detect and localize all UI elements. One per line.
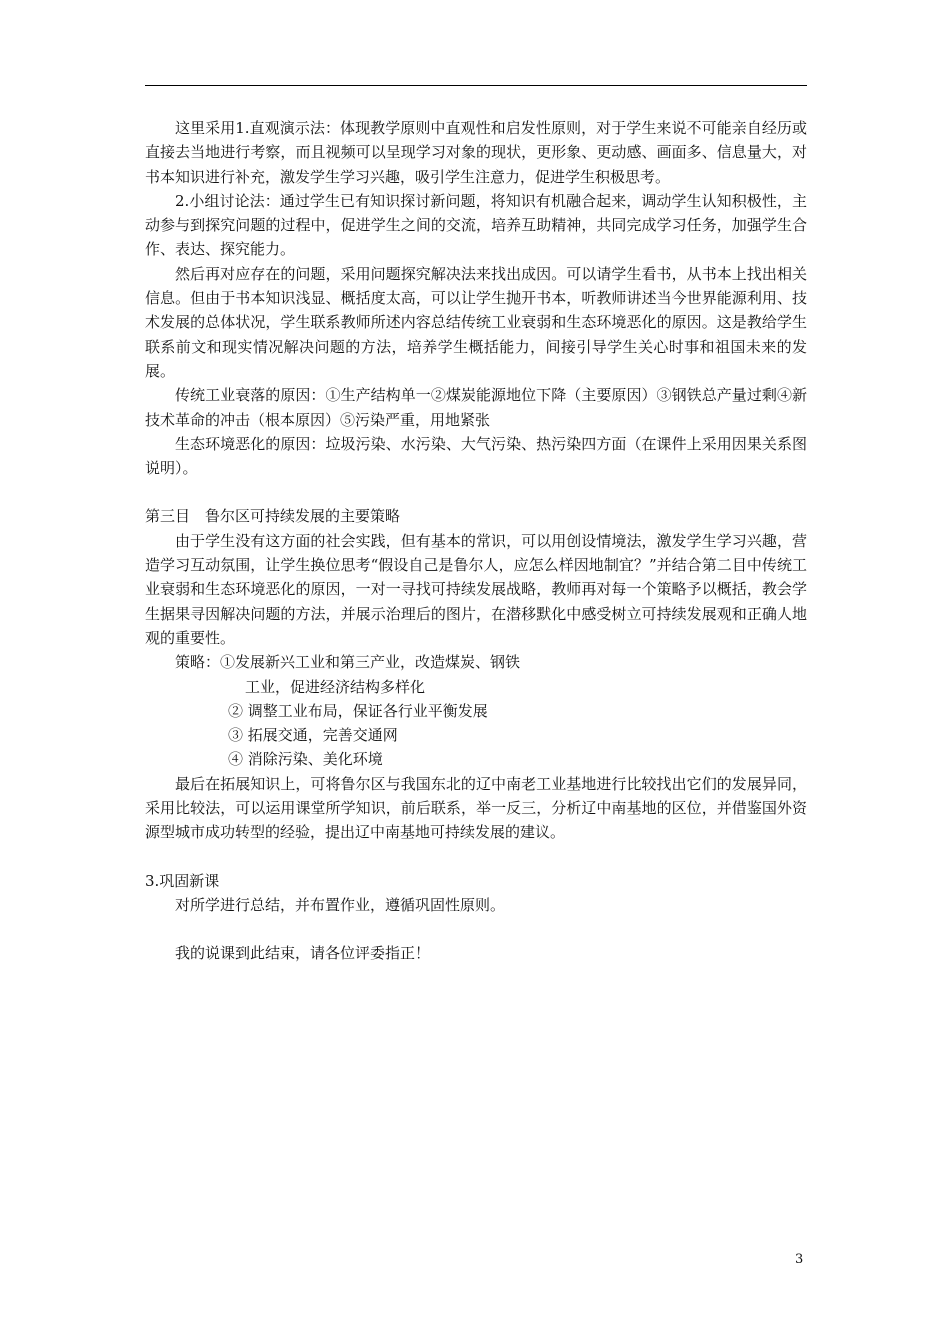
paragraph-demo-method: 这里采用1.直观演示法：体现教学原则中直观性和启发性原则，对于学生来说不可能亲自经历或直接去当地进行考察，而且视频可以呈现学习对象的现状，更形象、更动感、画面多、信息量大，对书本知识进行补充，激发学生学习兴趣，吸引学生注意力，促进学生积极思考。 — [145, 119, 807, 186]
document-body — [145, 116, 807, 966]
strategy-item-2: ② 调整工业布局，保证各行业平衡发展 — [228, 701, 488, 720]
section-title-consolidate: 3.巩固新课 — [145, 871, 220, 890]
spacer — [145, 480, 807, 504]
paragraph-ending: 我的说课到此结束，请各位评委指正！ — [175, 944, 431, 963]
strategy-item-1: 策略：①发展新兴工业和第三产业，改造煤炭、钢铁 — [175, 653, 521, 672]
header-rule — [145, 85, 807, 86]
paragraph-section3-intro: 由于学生没有这方面的社会实践，但有基本的常识，可以用创设情境法，激发学生学习兴趣，营造学习互动氛围，让学生换位思考“假设自己是鲁尔人，应怎么样因地制宜？”并结合第二目中传统工业衰弱和生态环境恶化的原因，一对一寻找可持续发展战略，教师再对每一个策略予以概括，教会学生据果寻因解决问题的方法，并展示治理后的图片，在潜移默化中感受树立可持续发展观和正确人地观的重要性。 — [145, 531, 807, 647]
page-number: 3 — [795, 1252, 804, 1267]
paragraph-industry-decline-causes: 传统工业衰落的原因：①生产结构单一②煤炭能源地位下降（主要原因）③钢铁总产量过剩④新技术革命的冲击（根本原因）⑤污染严重，用地紧张 — [145, 386, 807, 429]
strategy-item-1-cont: 工业，促进经济结构多样化 — [245, 677, 426, 696]
paragraph-section3-closing: 最后在拓展知识上，可将鲁尔区与我国东北的辽中南老工业基地进行比较找出它们的发展异同，采用比较法，可以运用课堂所学知识，前后联系，举一反三，分析辽中南基地的区位，并借鉴国外资源型城市成功转型的经验，提出辽中南基地可持续发展的建议。 — [145, 774, 807, 842]
section-title-third: 第三目 鲁尔区可持续发展的主要策略 — [145, 507, 401, 526]
spacer — [145, 845, 807, 869]
spacer — [145, 917, 807, 941]
paragraph-consolidate: 对所学进行总结，并布置作业，遵循巩固性原则。 — [175, 895, 506, 914]
paragraph-environment-causes: 生态环境恶化的原因：垃圾污染、水污染、大气污染、热污染四方面（在课件上采用因果关系图说明）。 — [145, 434, 807, 478]
paragraph-group-discussion: 2.小组讨论法：通过学生已有知识探讨新问题，将知识有机融合起来，调动学生认知积极性，主动参与到探究问题的过程中，促进学生之间的交流，培养互助精神，共同完成学习任务，加强学生合作、表达、探究能力。 — [145, 191, 807, 259]
strategy-list — [145, 650, 807, 771]
strategy-item-4: ④ 消除污染、美化环境 — [228, 750, 383, 769]
paragraph-problem-inquiry: 然后再对应存在的问题，采用问题探究解决法来找出成因。可以请学生看书，从书本上找出相关信息。但由于书本知识浅显、概括度太高，可以让学生抛开书本，听教师讲述当今世界能源利用、技术发展的总体状况，学生联系教师所述内容总结传统工业衰弱和生态环境恶化的原因。这是教给学生联系前文和现实情况解决问题的方法，培养学生概括能力，间接引导学生关心时事和祖国未来的发展。 — [145, 264, 807, 380]
strategy-item-3: ③ 拓展交通，完善交通网 — [228, 726, 398, 745]
